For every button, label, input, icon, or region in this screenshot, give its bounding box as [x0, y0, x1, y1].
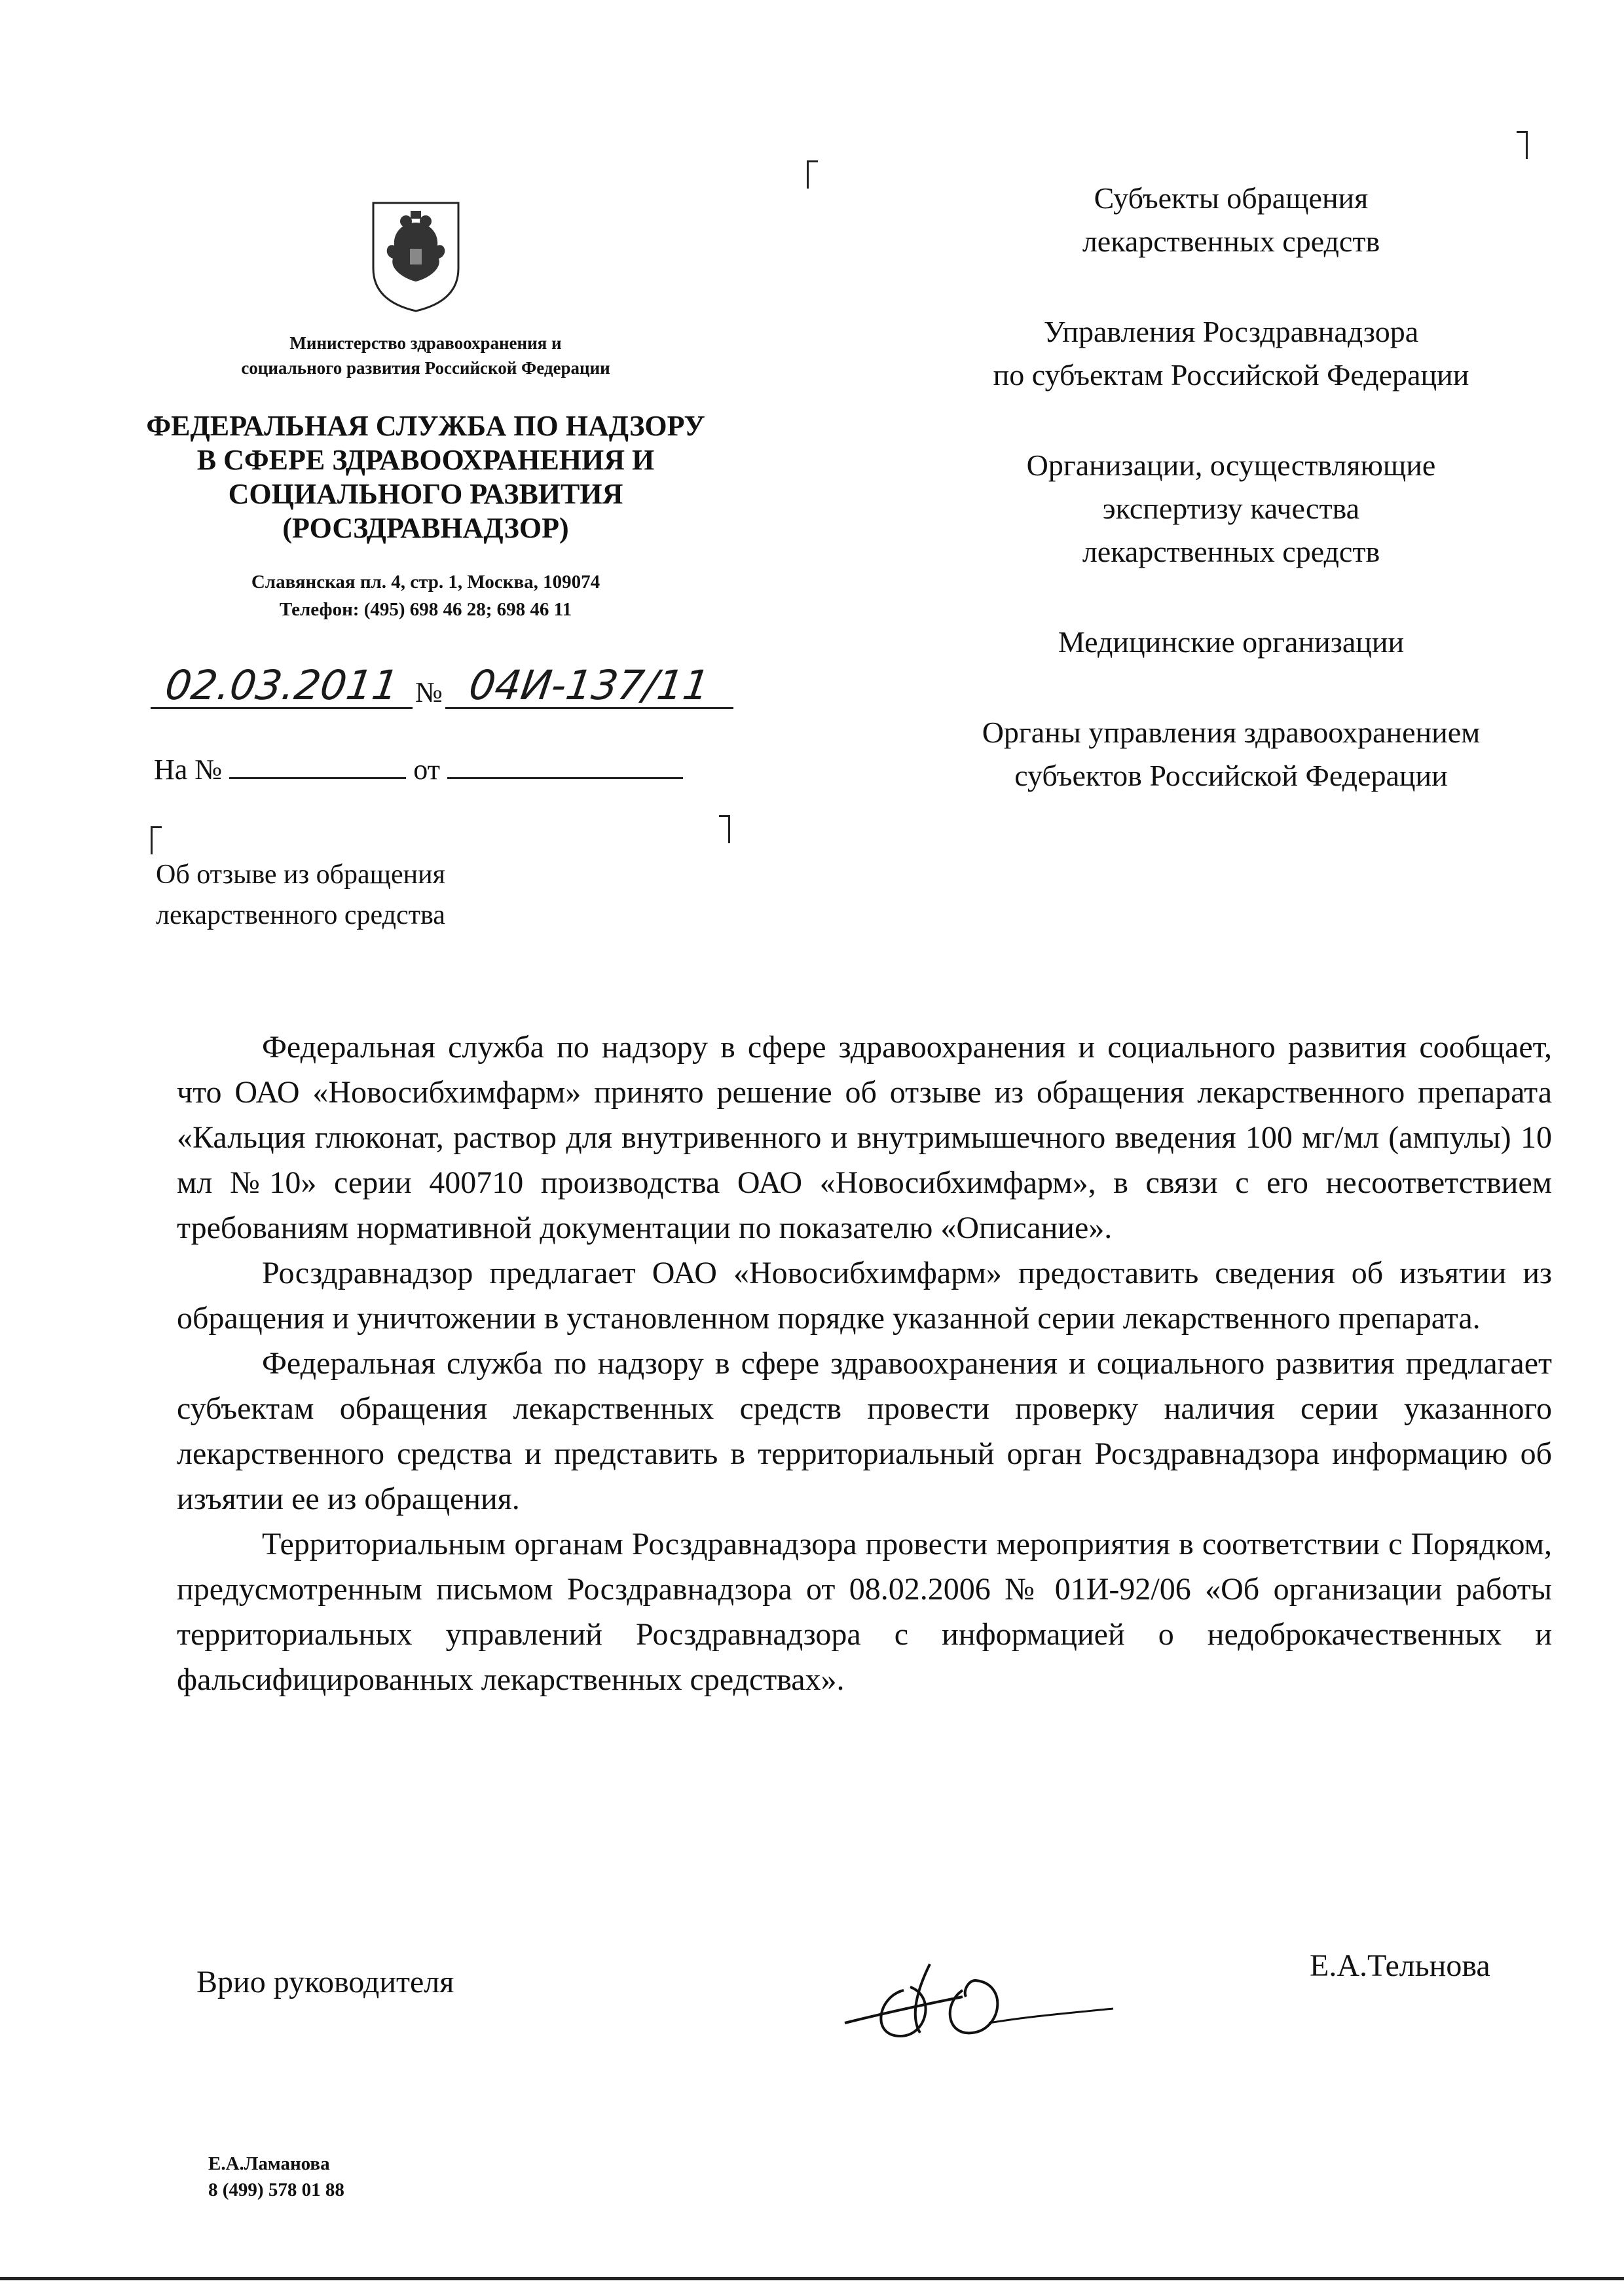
sender-address: Славянская пл. 4, стр. 1, Москва, 109074 Телефон: (495) 698 46 28; 698 46 11	[251, 572, 600, 620]
corner-mark	[1517, 131, 1528, 159]
body-paragraph: Федеральная служба по надзору в сфере здравоохранения и социального развития предлагает субъектам обращения лекарственных средств провести проверку наличия серии указанного лекарственного средства и представить в территориальный орган Росздравнадзора информацию об изъятии ее из обращения.	[177, 1346, 1552, 1516]
addressee: Субъекты обращения лекарственных средств	[1082, 181, 1380, 258]
executor-info	[208, 2151, 344, 2203]
ministry-name: Министерство здравоохранения и социального развития Российской Федерации	[241, 333, 610, 378]
corner-mark	[807, 160, 818, 189]
body-paragraph: Федеральная служба по надзору в сфере здравоохранения и социального развития сообщает, что ОАО «Новосибхимфарм» принято решение об отзыве из обращения лекарственного препарата «Кальция глюконат, раствор для внутривенного и внутримышечного введения 100 мг/мл (ампулы) 10 мл №10» серии 400710 производства ОАО «Новосибхимфарм», в связи с его несоответствием требованиям нормативной документации по показателю «Описание».	[177, 1030, 1552, 1245]
corner-mark	[151, 826, 162, 854]
bottom-divider	[0, 2277, 1624, 2280]
number-label: №	[415, 676, 443, 708]
executor-phone: 8 (499) 578 01 88	[208, 2179, 344, 2200]
registration-line	[151, 661, 740, 720]
addressee: Организации, осуществляющие экспертизу качества лекарственных средств	[1026, 448, 1436, 568]
letter-subject: Об отзыве из обращения лекарственного средства	[156, 860, 445, 930]
signer-name: Е.А.Тельнова	[1310, 1948, 1490, 1983]
addressee: Органы управления здравоохранением субъектов Российской Федерации	[982, 716, 1481, 792]
body-paragraph: Территориальным органам Росздравнадзора провести мероприятия в соответствии с Порядком, предусмотренным письмом Росздравнадзора от 08.02.2006 № 01И-92/06 «Об организации работы территориальных управлений Росздравнадзора с информацией о недоброкачественных и фальсифицированных лекарственных средствах».	[177, 1527, 1552, 1697]
executor-name: Е.А.Ламанова	[208, 2153, 330, 2174]
service-name: ФЕДЕРАЛЬНАЯ СЛУЖБА ПО НАДЗОРУ В СФЕРЕ ЗДРАВООХРАНЕНИЯ И СОЦИАЛЬНОГО РАЗВИТИЯ (РОСЗДРАВНАДЗОР)	[146, 410, 705, 544]
addressee: Управления Росздравнадзора по субъектам Российской Федерации	[993, 315, 1469, 392]
addressees	[871, 177, 1591, 845]
coat-of-arms-icon	[367, 196, 465, 314]
letter-body	[177, 1025, 1552, 1702]
reply-reference: На № от	[154, 753, 683, 786]
body-paragraph: Росздравнадзор предлагает ОАО «Новосибхимфарм» предоставить сведения об изъятии из обращения и уничтожении в установленном порядке указанной серии лекарственного препарата.	[177, 1256, 1552, 1336]
addressee: Медицинские организации	[1058, 625, 1405, 659]
registration-date: 02.03.2011	[162, 661, 401, 709]
signer-title: Врио руководителя	[196, 1965, 454, 1999]
registration-number: 04И-137/11	[466, 661, 712, 709]
handwritten-signature	[832, 1951, 1120, 2056]
corner-mark	[719, 815, 730, 843]
